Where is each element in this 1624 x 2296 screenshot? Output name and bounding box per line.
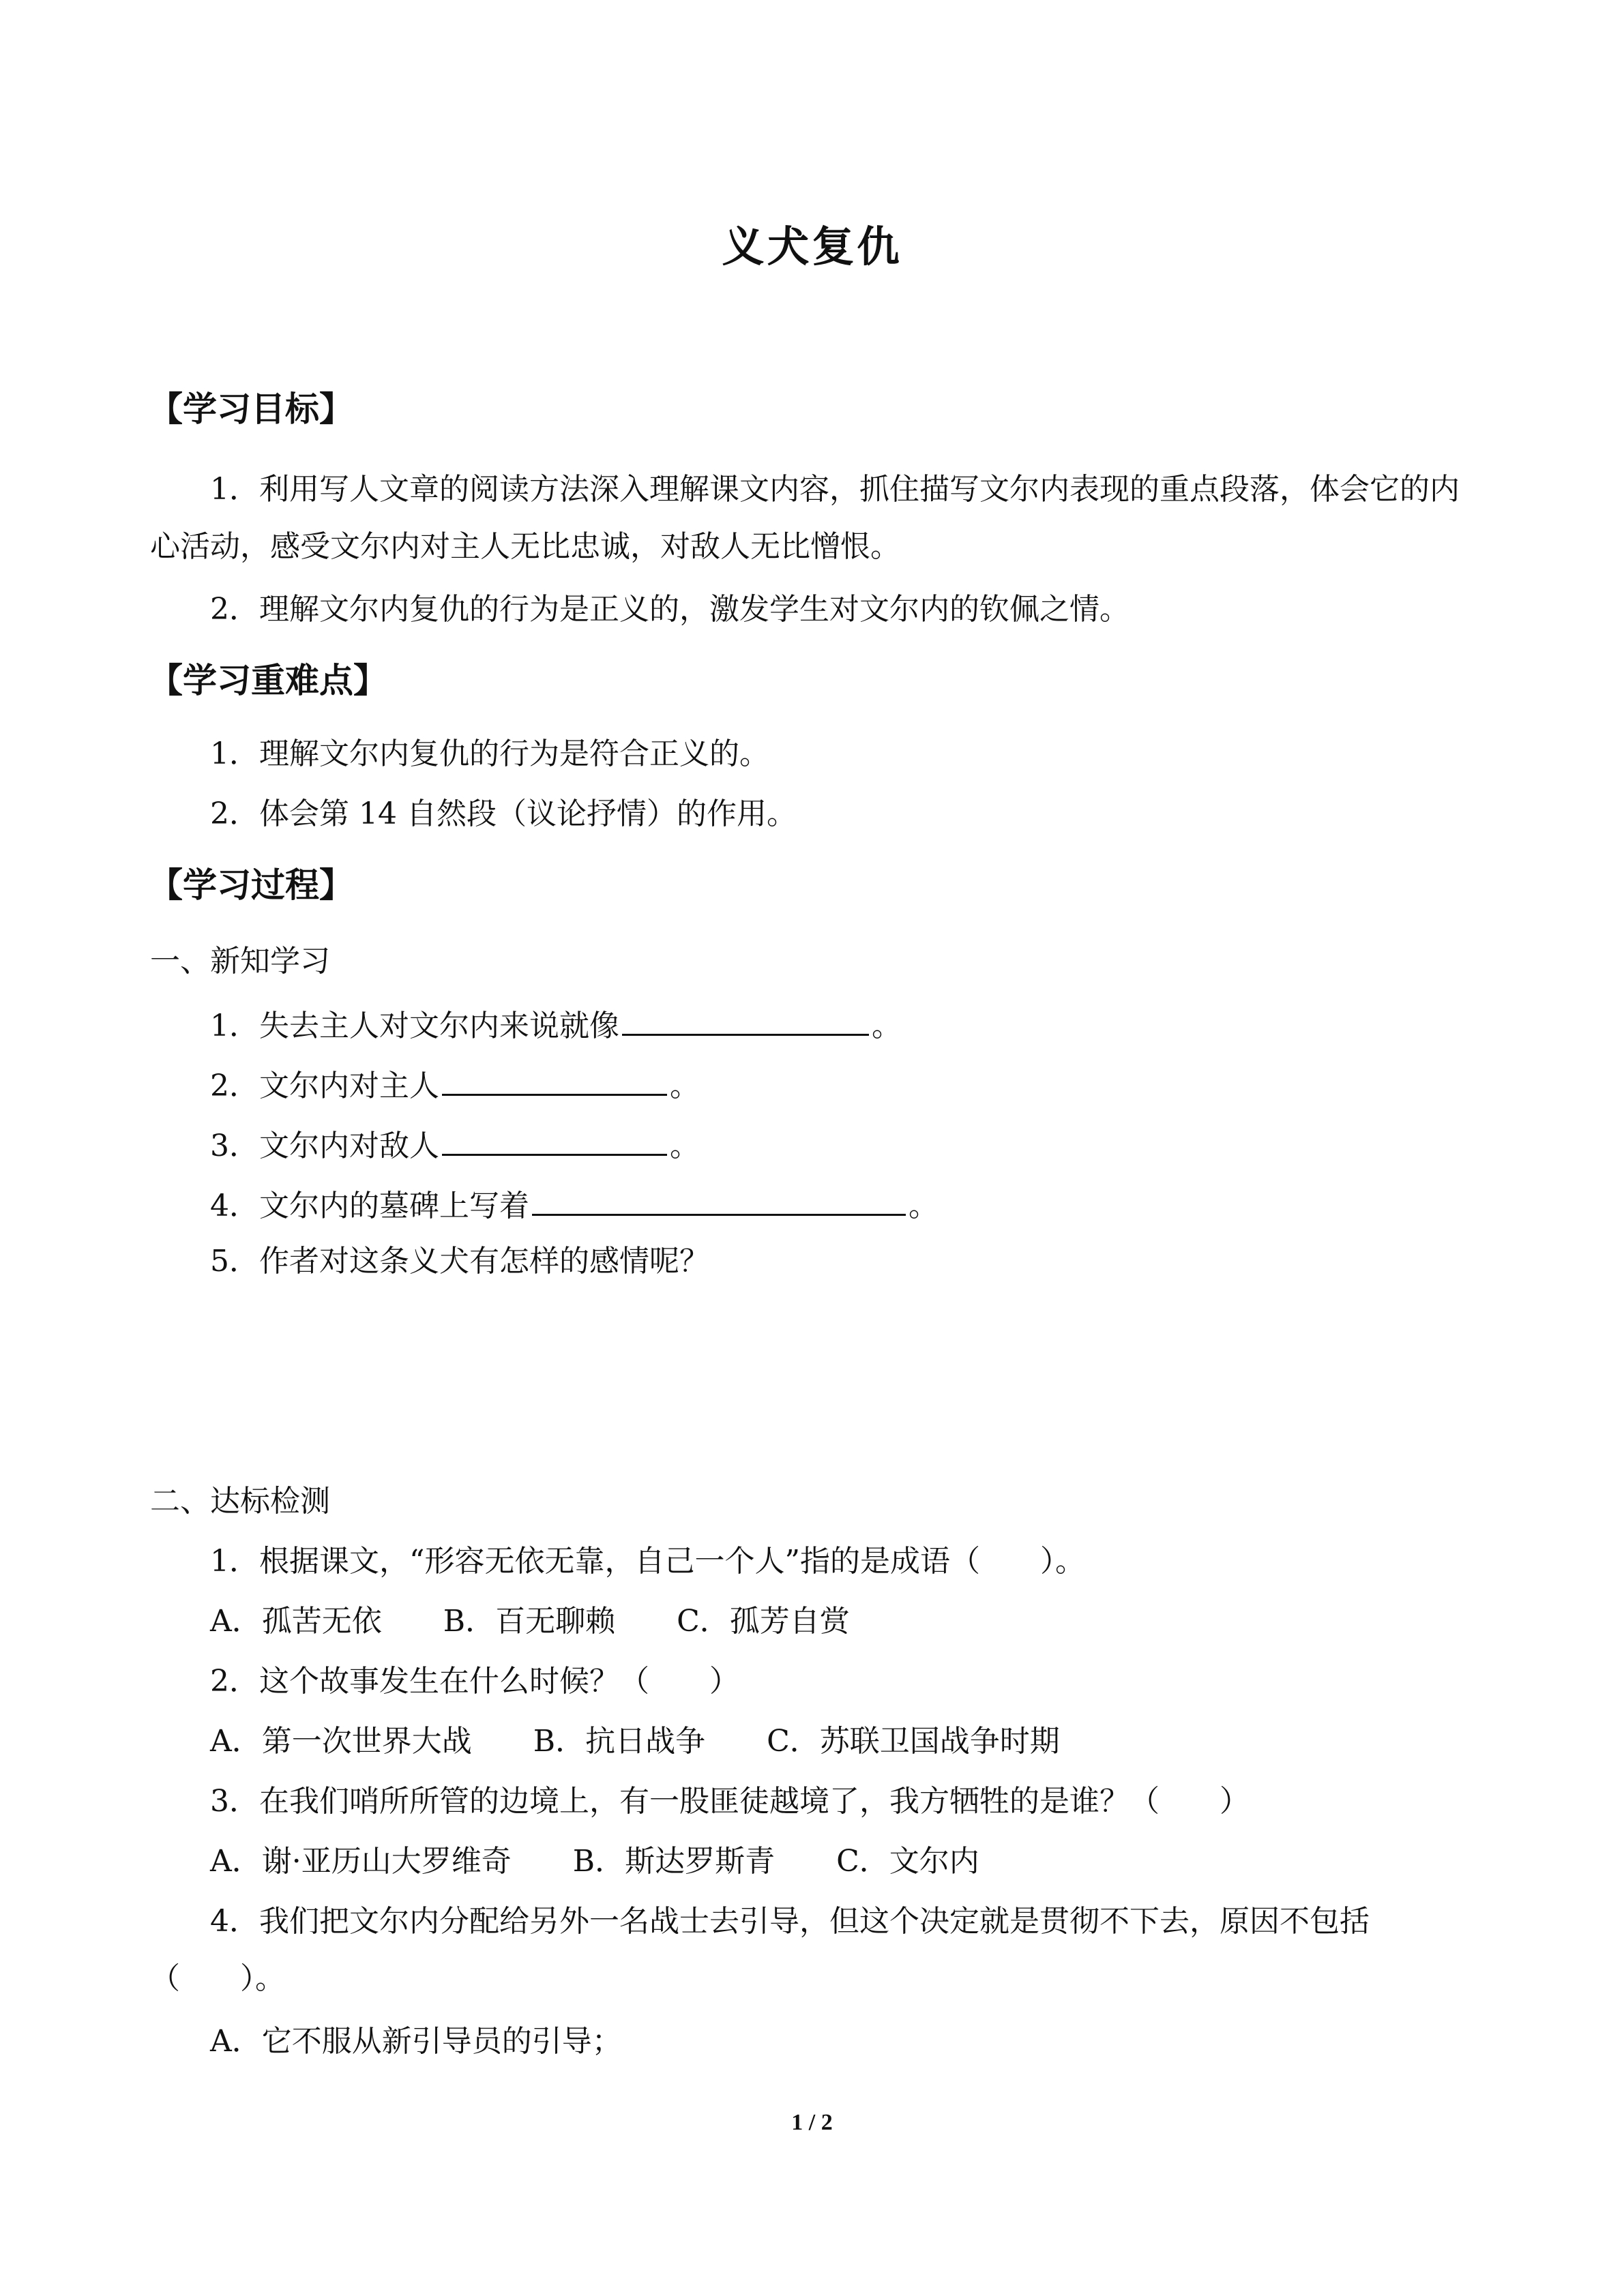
fill-question-end: 。: [909, 1189, 939, 1223]
part-label-assessment: 二、达标检测: [150, 1484, 330, 1519]
mc-question-4: 4．我们把文尔内分配给另外一名战士去引导，但这个决定就是贯彻不下去，原因不包括（ ）。: [150, 1904, 1370, 1996]
option-c[interactable]: C．苏联卫国战争时期: [767, 1724, 1060, 1759]
option-a[interactable]: A．谢·亚历山大罗维奇: [210, 1844, 512, 1879]
mc-question-1: 1．根据课文，“形容无依无靠，自己一个人”指的是成语（ ）。: [210, 1544, 1085, 1579]
option-a[interactable]: A．第一次世界大战: [210, 1724, 472, 1759]
option-a[interactable]: A．它不服从新引导员的引导；: [210, 2024, 622, 2059]
key-item-1: 1．理解文尔内复仇的行为是符合正义的。: [210, 736, 769, 771]
fill-question-text: 2．文尔内对主人: [210, 1069, 439, 1103]
mc-options-2: [210, 1723, 1060, 1761]
option-b[interactable]: B．百无聊赖: [443, 1604, 616, 1639]
page-title: 义犬复仇: [722, 222, 902, 271]
option-b[interactable]: B．抗日战争: [533, 1724, 706, 1759]
answer-blank[interactable]: [532, 1182, 906, 1216]
part-label-new-knowledge: 一、新知学习: [150, 944, 330, 979]
mc-options-4: [210, 2023, 622, 2061]
page-number: 1 / 2: [791, 2110, 833, 2135]
option-c[interactable]: C．文尔内: [836, 1844, 979, 1879]
fill-question-end: 。: [670, 1069, 700, 1103]
fill-question-text: 3．文尔内对敌人: [210, 1129, 439, 1163]
mc-options-1: [210, 1602, 850, 1641]
fill-question-1: [210, 1002, 902, 1045]
option-a[interactable]: A．孤苦无依: [210, 1604, 382, 1639]
mc-question-3: 3．在我们哨所所管的边境上，有一股匪徒越境了，我方牺牲的是谁？（ ）: [210, 1784, 1250, 1819]
fill-question-5: [210, 1242, 709, 1281]
mc-question-2: 2．这个故事发生在什么时候？（ ）: [210, 1664, 739, 1699]
fill-question-text: 5．作者对这条义犬有怎样的感情呢？: [210, 1244, 709, 1279]
fill-question-end: 。: [670, 1129, 700, 1163]
goal-item-2: 2．理解文尔内复仇的行为是正义的，激发学生对文尔内的钦佩之情。: [210, 592, 1130, 627]
section-heading-key: 【学习重难点】: [149, 660, 387, 700]
fill-question-text: 1．失去主人对文尔内来说就像: [210, 1009, 619, 1043]
answer-blank[interactable]: [442, 1062, 667, 1096]
mc-options-3: [210, 1843, 979, 1881]
answer-blank[interactable]: [442, 1122, 667, 1156]
goal-item-1: 1．利用写人文章的阅读方法深入理解课文内容，抓住描写文尔内表现的重点段落，体会它的内心活动，感受文尔内对主人无比忠诚，对敌人无比憎恨。: [150, 472, 1460, 564]
section-heading-goals: 【学习目标】: [149, 389, 353, 429]
key-item-2: 2．体会第 14 自然段（议论抒情）的作用。: [210, 796, 797, 831]
fill-question-2: [210, 1062, 700, 1105]
option-b[interactable]: B．斯达罗斯青: [572, 1844, 776, 1879]
fill-question-3: [210, 1122, 700, 1165]
fill-question-text: 4．文尔内的墓碑上写着: [210, 1189, 529, 1223]
fill-question-end: 。: [872, 1009, 902, 1043]
section-heading-process: 【学习过程】: [149, 865, 353, 905]
answer-blank[interactable]: [622, 1002, 869, 1036]
option-c[interactable]: C．孤芳自赏: [677, 1604, 850, 1639]
fill-question-4: [210, 1182, 939, 1225]
